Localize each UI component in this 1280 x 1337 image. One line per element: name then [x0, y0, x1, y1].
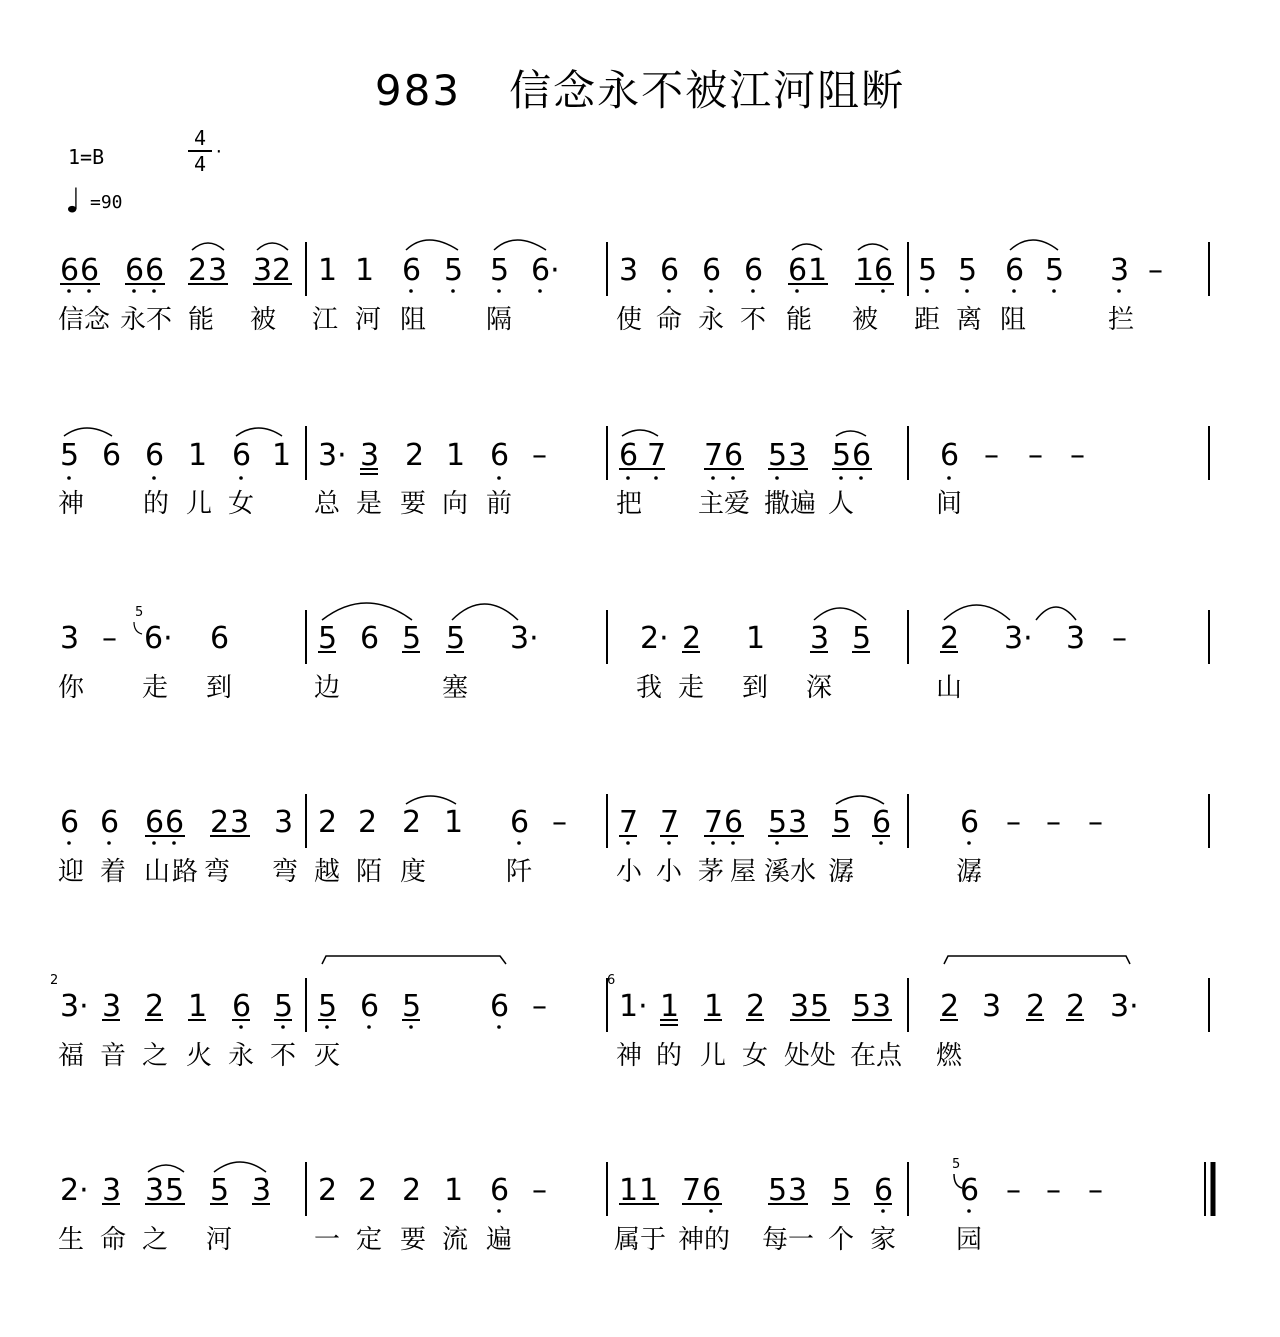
note: 3: [872, 989, 892, 1024]
grace-note: 6: [607, 973, 616, 988]
note: 1: [855, 253, 875, 288]
lyric: 山: [936, 673, 963, 703]
lyric: 之: [142, 1225, 169, 1255]
note: –: [1046, 1173, 1061, 1208]
note: 6: [1005, 253, 1025, 288]
lyric: 主爱: [698, 489, 751, 519]
system-4: [58, 794, 1209, 887]
note: 1: [704, 989, 724, 1024]
lyric: 距: [914, 305, 941, 335]
lyric: 个: [828, 1225, 855, 1255]
note: 1: [746, 621, 766, 656]
note: –: [1046, 805, 1061, 840]
grace-note: 5: [135, 605, 144, 620]
time-dot: ·: [214, 142, 224, 161]
lyric: 度: [400, 857, 427, 887]
note: 6·: [144, 621, 173, 656]
lyric: 要: [400, 1225, 427, 1255]
lyric: 弯: [272, 857, 299, 887]
note: 6: [210, 621, 230, 656]
lyric: 之: [142, 1041, 169, 1071]
lower-dots: [67, 841, 971, 845]
note: 6: [490, 1173, 510, 1208]
note: 7: [660, 805, 680, 840]
note: 2: [272, 253, 292, 288]
lower-dots: [239, 1025, 501, 1029]
lyric: 要: [400, 489, 427, 519]
note: 2: [940, 621, 960, 656]
lyric: 的: [143, 489, 170, 519]
note: 6: [874, 1173, 894, 1208]
system-6: [58, 1157, 1213, 1255]
note: 5: [444, 253, 464, 288]
lyric: 命: [656, 305, 683, 335]
note: 3: [360, 438, 380, 473]
note: 3: [274, 805, 294, 840]
note: 5: [318, 621, 338, 656]
note: 5: [165, 1173, 185, 1208]
lyric: 小: [656, 857, 683, 887]
note: 5: [490, 253, 510, 288]
lyric: 茅: [698, 857, 725, 887]
note: –: [1070, 438, 1085, 473]
note: 6: [490, 438, 510, 473]
lyric: 神: [58, 489, 85, 519]
grace-tie: [134, 622, 142, 634]
note: 5: [446, 621, 466, 656]
note: 6: [874, 253, 894, 288]
note: 6·: [531, 253, 560, 288]
note: 5: [768, 1173, 788, 1208]
lyric: 把: [616, 489, 643, 519]
system-2: [58, 426, 1209, 519]
note: 6: [702, 253, 722, 288]
note: 6: [360, 621, 380, 656]
note: 5: [832, 438, 852, 473]
note: –: [1088, 805, 1103, 840]
note: 2: [1026, 989, 1046, 1024]
note: 3: [208, 253, 228, 288]
lyric: 音: [100, 1041, 127, 1071]
lyric: 迎: [58, 857, 85, 887]
lyric: 能: [786, 305, 813, 335]
note: 7: [647, 438, 667, 473]
note: 2: [940, 989, 960, 1024]
note: 6: [232, 438, 252, 473]
lyric: 弯: [204, 857, 231, 887]
note: 3: [788, 805, 808, 840]
lyric: 儿: [700, 1041, 727, 1071]
lyric: 你: [58, 673, 85, 703]
note: 2: [318, 1173, 338, 1208]
lyric: 潺: [828, 857, 855, 887]
lyric: 火: [186, 1041, 213, 1071]
lyric: 永: [228, 1041, 255, 1071]
note: 2: [358, 1173, 378, 1208]
note: –: [984, 438, 999, 473]
note: 3·: [60, 989, 89, 1024]
note: 6: [872, 805, 892, 840]
lyric: 永不: [120, 305, 173, 335]
note: 3: [253, 253, 273, 288]
note: 6: [724, 438, 744, 473]
note: 5: [810, 989, 830, 1024]
note: 5: [402, 989, 422, 1024]
note: 1: [188, 989, 208, 1024]
note: 3·: [318, 438, 347, 473]
lyric: 不: [270, 1041, 297, 1071]
lyric: 山: [144, 857, 171, 887]
lyric: 属于: [614, 1225, 667, 1255]
lyric: 使: [616, 305, 643, 335]
note: 1: [188, 438, 208, 473]
lyric: 溪水: [764, 857, 817, 887]
note: 3: [102, 1173, 122, 1208]
note: 3: [810, 621, 830, 656]
lyric: 燃: [936, 1041, 963, 1071]
note: –: [1088, 1173, 1103, 1208]
note: –: [102, 621, 117, 656]
note: 1: [619, 1173, 639, 1208]
system-5: [50, 956, 1209, 1071]
lyric: 隔: [486, 305, 513, 335]
lyric: 命: [100, 1225, 127, 1255]
lyric: 江: [312, 305, 339, 335]
note: 6: [360, 989, 380, 1024]
note: 6: [940, 438, 960, 473]
note: 3: [102, 989, 122, 1024]
note: 1: [660, 989, 680, 1024]
lyric: 信念: [58, 305, 111, 335]
note: 3: [230, 805, 250, 840]
note: 5: [958, 253, 978, 288]
lyric: 被: [250, 305, 277, 335]
note: 2: [402, 1173, 422, 1208]
lyric: 儿: [186, 489, 213, 519]
note: –: [532, 1173, 547, 1208]
lyric: 河: [206, 1225, 233, 1255]
note: 1: [318, 253, 338, 288]
lyric: 阻: [400, 305, 427, 335]
lyric: 女: [228, 489, 255, 519]
lyric: 能: [188, 305, 215, 335]
note: 2: [402, 805, 422, 840]
note: 6: [490, 989, 510, 1024]
note: 5: [60, 438, 80, 473]
note: 1·: [619, 989, 648, 1024]
note: 6: [80, 253, 100, 288]
note: 1: [355, 253, 375, 288]
note: 7: [682, 1173, 702, 1208]
note: 6: [788, 253, 808, 288]
note: 6: [510, 805, 530, 840]
note: 1: [639, 1173, 659, 1208]
lyric: 神的: [678, 1225, 731, 1255]
note: 3: [1066, 621, 1086, 656]
lyric: 处处: [784, 1041, 837, 1071]
note: –: [1006, 1173, 1021, 1208]
note: –: [552, 805, 567, 840]
lyric: 的: [656, 1041, 683, 1071]
note: 6: [145, 253, 165, 288]
grace-note: 5: [952, 1157, 961, 1172]
lower-dots: [497, 1209, 971, 1213]
note: 6: [100, 805, 120, 840]
lyric: 塞: [442, 673, 469, 703]
note: 3: [619, 253, 639, 288]
note: 5: [318, 989, 338, 1024]
lower-dots: [67, 289, 1121, 293]
lyric: 福: [58, 1041, 85, 1071]
lyric: 阡: [506, 857, 533, 887]
note: 2: [358, 805, 378, 840]
system-3: [58, 603, 1209, 703]
note: 1: [444, 805, 464, 840]
lyric: 潺: [956, 857, 983, 887]
note: 6: [60, 253, 80, 288]
song-number: 983: [374, 66, 462, 115]
lyric: 间: [936, 489, 963, 519]
note: 6: [744, 253, 764, 288]
lyric: 总: [314, 489, 341, 519]
lyric: 深: [806, 673, 833, 703]
note: 2: [210, 805, 230, 840]
note: 7: [704, 805, 724, 840]
note: 3: [790, 989, 810, 1024]
note: 3: [60, 621, 80, 656]
lyric: 路: [172, 857, 199, 887]
note: 1: [808, 253, 828, 288]
note: 5: [852, 621, 872, 656]
note: –: [532, 438, 547, 473]
note: –: [1112, 621, 1127, 656]
note: 3·: [1110, 989, 1139, 1024]
note: 2: [405, 438, 425, 473]
lyric: 生: [58, 1225, 85, 1255]
note: 5: [852, 989, 872, 1024]
note: 1: [272, 438, 292, 473]
note: 5: [768, 805, 788, 840]
lyric: 小: [616, 857, 643, 887]
note: 2: [682, 621, 702, 656]
note: 3: [252, 1173, 272, 1208]
note: –: [1028, 438, 1043, 473]
note: 5: [918, 253, 938, 288]
note: 6: [702, 1173, 722, 1208]
time-top: 4: [193, 126, 207, 150]
lyric: 流: [442, 1225, 469, 1255]
lyric: 拦: [1108, 305, 1135, 335]
lyric: 向: [442, 489, 469, 519]
lyric: 一: [314, 1225, 341, 1255]
note: 3: [982, 989, 1002, 1024]
lyric: 越: [314, 857, 341, 887]
note: 5: [832, 805, 852, 840]
slurs: [322, 956, 1130, 964]
lower-dots: [67, 476, 951, 480]
note: 3: [788, 1173, 808, 1208]
note: 6: [145, 438, 165, 473]
note: 2·: [640, 621, 669, 656]
note: 6: [619, 438, 639, 473]
note: 6: [165, 805, 185, 840]
song-title: 信念永不被江河阻断: [509, 66, 906, 115]
note: 2: [318, 805, 338, 840]
lyric: 每一: [762, 1225, 815, 1255]
note: 3: [1110, 253, 1130, 288]
note: 6: [960, 1173, 980, 1208]
note: 6: [145, 805, 165, 840]
note: 6: [60, 805, 80, 840]
slurs: [64, 428, 866, 436]
note: 2: [145, 989, 165, 1024]
lyric: 前: [486, 489, 513, 519]
note: 3·: [1004, 621, 1033, 656]
lyric: 陌: [356, 857, 383, 887]
lyric: 我: [636, 673, 663, 703]
lyric: 边: [314, 673, 341, 703]
lyric: 定: [356, 1225, 383, 1255]
note: 6: [402, 253, 422, 288]
note: 6: [660, 253, 680, 288]
note: –: [1148, 253, 1163, 288]
note: 6: [960, 805, 980, 840]
note: 6: [232, 989, 252, 1024]
lyric: 撒遍: [764, 489, 817, 519]
lyric: 女: [742, 1041, 769, 1071]
lyric: 神: [616, 1041, 643, 1071]
note: 6: [125, 253, 145, 288]
lyric: 在点: [850, 1041, 903, 1071]
note: 5: [210, 1173, 230, 1208]
slurs: [322, 603, 1076, 620]
system-1: [58, 240, 1209, 335]
note: 6: [852, 438, 872, 473]
note: 5: [768, 438, 788, 473]
lyric: 走: [678, 673, 705, 703]
key-signature: 1=B: [68, 145, 105, 169]
lyric: 到: [742, 673, 769, 703]
note: 2·: [60, 1173, 89, 1208]
note: 7: [619, 805, 639, 840]
lyric: 人: [828, 489, 855, 519]
grace-note: 2: [50, 973, 59, 988]
note: 2: [746, 989, 766, 1024]
note: 5: [832, 1173, 852, 1208]
lyric: 不: [740, 305, 767, 335]
note: 5: [274, 989, 294, 1024]
slurs: [406, 796, 884, 804]
note: 6: [102, 438, 122, 473]
lyric: 屋: [730, 857, 757, 887]
lyric: 永: [698, 305, 725, 335]
lyric: 家: [870, 1225, 897, 1255]
lyric: 遍: [486, 1225, 513, 1255]
lyric: 被: [852, 305, 879, 335]
lyric: 园: [956, 1225, 983, 1255]
note: –: [532, 989, 547, 1024]
note: 1: [446, 438, 466, 473]
slurs: [192, 240, 1058, 250]
lyric: 灭: [314, 1041, 341, 1071]
tempo-value: =90: [90, 192, 123, 213]
lyric: 走: [142, 673, 169, 703]
note: 7: [704, 438, 724, 473]
note: 3: [145, 1173, 165, 1208]
lyric: 着: [100, 857, 127, 887]
note: 5: [1045, 253, 1065, 288]
note: 1: [444, 1173, 464, 1208]
lyric: 离: [956, 305, 983, 335]
note: 6: [724, 805, 744, 840]
note: 3·: [510, 621, 539, 656]
note: –: [1006, 805, 1021, 840]
lyric: 是: [356, 489, 383, 519]
lyric: 河: [355, 305, 382, 335]
note: 2: [1066, 989, 1086, 1024]
note: 3: [788, 438, 808, 473]
note: 2: [188, 253, 208, 288]
note: 5: [402, 621, 422, 656]
time-bottom: 4: [193, 152, 207, 176]
lyric: 阻: [1000, 305, 1027, 335]
lyric: 到: [206, 673, 233, 703]
